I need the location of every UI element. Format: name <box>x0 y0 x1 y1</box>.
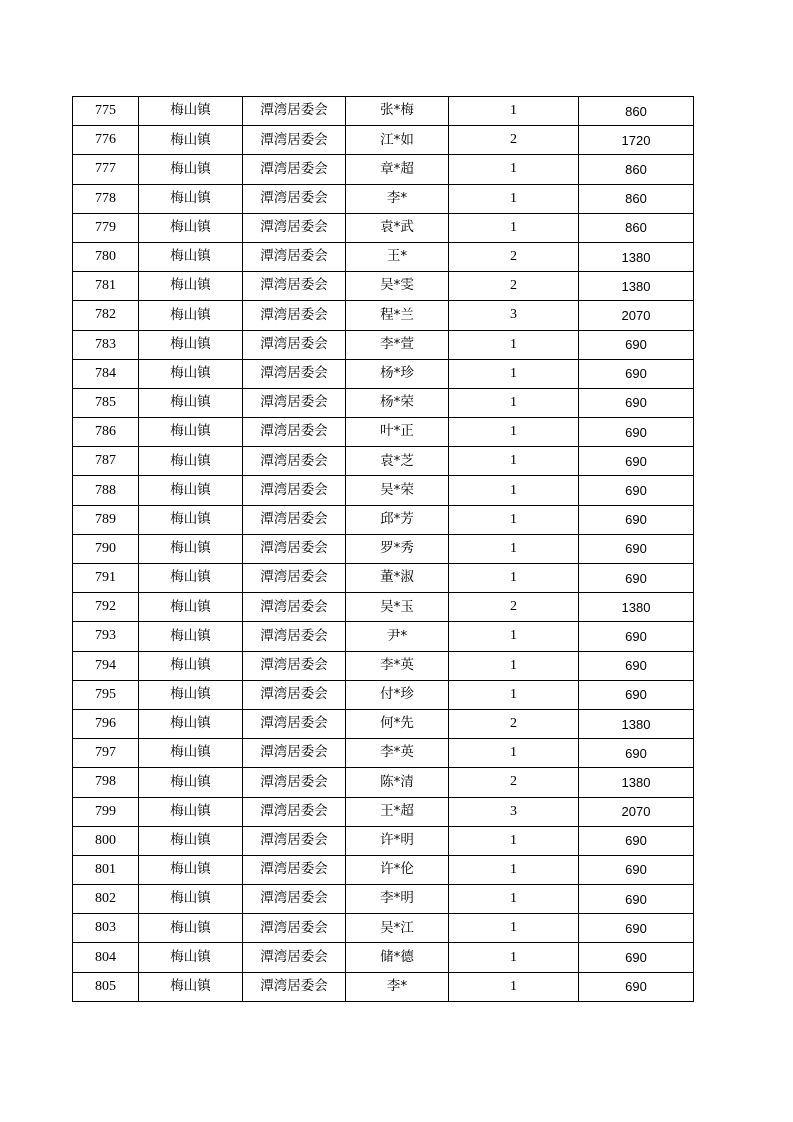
table-row <box>73 768 694 797</box>
name-cell: 吴*雯 <box>346 272 449 301</box>
table-row <box>73 213 694 242</box>
committee-cell: 潭湾居委会 <box>243 768 346 797</box>
amount-cell: 690 <box>579 418 694 447</box>
count-cell: 1 <box>449 622 579 651</box>
count-cell: 2 <box>449 242 579 271</box>
amount-cell: 690 <box>579 564 694 593</box>
name-cell: 李*英 <box>346 739 449 768</box>
town-cell: 梅山镇 <box>139 301 243 330</box>
amount-cell: 1720 <box>579 126 694 155</box>
town-cell: 梅山镇 <box>139 505 243 534</box>
name-cell: 吴*荣 <box>346 476 449 505</box>
name-cell: 杨*珍 <box>346 359 449 388</box>
town-cell: 梅山镇 <box>139 914 243 943</box>
count-cell: 1 <box>449 447 579 476</box>
row-number-cell: 805 <box>73 972 139 1001</box>
committee-cell: 潭湾居委会 <box>243 739 346 768</box>
count-cell: 2 <box>449 768 579 797</box>
row-number-cell: 788 <box>73 476 139 505</box>
row-number-cell: 800 <box>73 826 139 855</box>
amount-cell: 690 <box>579 359 694 388</box>
committee-cell: 潭湾居委会 <box>243 651 346 680</box>
name-cell: 董*淑 <box>346 564 449 593</box>
count-cell: 1 <box>449 651 579 680</box>
table-row <box>73 651 694 680</box>
name-cell: 何*先 <box>346 709 449 738</box>
town-cell: 梅山镇 <box>139 359 243 388</box>
table-row <box>73 388 694 417</box>
amount-cell: 690 <box>579 476 694 505</box>
row-number-cell: 790 <box>73 534 139 563</box>
table-row <box>73 476 694 505</box>
town-cell: 梅山镇 <box>139 855 243 884</box>
count-cell: 1 <box>449 155 579 184</box>
committee-cell: 潭湾居委会 <box>243 213 346 242</box>
name-cell: 付*珍 <box>346 680 449 709</box>
count-cell: 1 <box>449 213 579 242</box>
committee-cell: 潭湾居委会 <box>243 418 346 447</box>
name-cell: 袁*武 <box>346 213 449 242</box>
count-cell: 1 <box>449 505 579 534</box>
table-row <box>73 418 694 447</box>
amount-cell: 860 <box>579 155 694 184</box>
town-cell: 梅山镇 <box>139 242 243 271</box>
table-row <box>73 680 694 709</box>
table-body <box>73 97 694 1002</box>
row-number-cell: 787 <box>73 447 139 476</box>
count-cell: 1 <box>449 680 579 709</box>
amount-cell: 1380 <box>579 593 694 622</box>
table-row <box>73 242 694 271</box>
name-cell: 吴*玉 <box>346 593 449 622</box>
name-cell: 储*德 <box>346 943 449 972</box>
table-row <box>73 359 694 388</box>
committee-cell: 潭湾居委会 <box>243 126 346 155</box>
name-cell: 李* <box>346 184 449 213</box>
row-number-cell: 792 <box>73 593 139 622</box>
committee-cell: 潭湾居委会 <box>243 476 346 505</box>
row-number-cell: 789 <box>73 505 139 534</box>
amount-cell: 1380 <box>579 709 694 738</box>
town-cell: 梅山镇 <box>139 564 243 593</box>
name-cell: 陈*清 <box>346 768 449 797</box>
count-cell: 1 <box>449 184 579 213</box>
row-number-cell: 804 <box>73 943 139 972</box>
row-number-cell: 794 <box>73 651 139 680</box>
amount-cell: 860 <box>579 97 694 126</box>
amount-cell: 690 <box>579 651 694 680</box>
count-cell: 2 <box>449 272 579 301</box>
committee-cell: 潭湾居委会 <box>243 97 346 126</box>
count-cell: 3 <box>449 301 579 330</box>
town-cell: 梅山镇 <box>139 184 243 213</box>
row-number-cell: 782 <box>73 301 139 330</box>
amount-cell: 690 <box>579 680 694 709</box>
amount-cell: 2070 <box>579 301 694 330</box>
count-cell: 1 <box>449 855 579 884</box>
table-row <box>73 885 694 914</box>
table-row <box>73 126 694 155</box>
amount-cell: 690 <box>579 534 694 563</box>
count-cell: 1 <box>449 739 579 768</box>
row-number-cell: 801 <box>73 855 139 884</box>
name-cell: 尹* <box>346 622 449 651</box>
town-cell: 梅山镇 <box>139 534 243 563</box>
town-cell: 梅山镇 <box>139 330 243 359</box>
town-cell: 梅山镇 <box>139 126 243 155</box>
name-cell: 李*明 <box>346 885 449 914</box>
name-cell: 杨*荣 <box>346 388 449 417</box>
table-row <box>73 505 694 534</box>
amount-cell: 690 <box>579 855 694 884</box>
count-cell: 1 <box>449 885 579 914</box>
committee-cell: 潭湾居委会 <box>243 505 346 534</box>
name-cell: 王*超 <box>346 797 449 826</box>
committee-cell: 潭湾居委会 <box>243 709 346 738</box>
committee-cell: 潭湾居委会 <box>243 972 346 1001</box>
amount-cell: 690 <box>579 943 694 972</box>
name-cell: 吴*江 <box>346 914 449 943</box>
committee-cell: 潭湾居委会 <box>243 914 346 943</box>
count-cell: 1 <box>449 388 579 417</box>
row-number-cell: 802 <box>73 885 139 914</box>
committee-cell: 潭湾居委会 <box>243 184 346 213</box>
town-cell: 梅山镇 <box>139 768 243 797</box>
amount-cell: 2070 <box>579 797 694 826</box>
count-cell: 2 <box>449 709 579 738</box>
amount-cell: 690 <box>579 447 694 476</box>
table-row <box>73 184 694 213</box>
committee-cell: 潭湾居委会 <box>243 447 346 476</box>
committee-cell: 潭湾居委会 <box>243 242 346 271</box>
committee-cell: 潭湾居委会 <box>243 564 346 593</box>
name-cell: 许*明 <box>346 826 449 855</box>
town-cell: 梅山镇 <box>139 972 243 1001</box>
row-number-cell: 795 <box>73 680 139 709</box>
committee-cell: 潭湾居委会 <box>243 534 346 563</box>
row-number-cell: 781 <box>73 272 139 301</box>
count-cell: 1 <box>449 914 579 943</box>
row-number-cell: 798 <box>73 768 139 797</box>
town-cell: 梅山镇 <box>139 447 243 476</box>
table-row <box>73 564 694 593</box>
table-row <box>73 914 694 943</box>
count-cell: 1 <box>449 359 579 388</box>
table-row <box>73 97 694 126</box>
town-cell: 梅山镇 <box>139 943 243 972</box>
table-row <box>73 447 694 476</box>
town-cell: 梅山镇 <box>139 476 243 505</box>
amount-cell: 860 <box>579 213 694 242</box>
row-number-cell: 786 <box>73 418 139 447</box>
row-number-cell: 785 <box>73 388 139 417</box>
name-cell: 罗*秀 <box>346 534 449 563</box>
committee-cell: 潭湾居委会 <box>243 272 346 301</box>
town-cell: 梅山镇 <box>139 418 243 447</box>
count-cell: 1 <box>449 418 579 447</box>
table-row <box>73 739 694 768</box>
committee-cell: 潭湾居委会 <box>243 301 346 330</box>
row-number-cell: 803 <box>73 914 139 943</box>
row-number-cell: 779 <box>73 213 139 242</box>
amount-cell: 690 <box>579 914 694 943</box>
count-cell: 1 <box>449 97 579 126</box>
amount-cell: 1380 <box>579 768 694 797</box>
town-cell: 梅山镇 <box>139 709 243 738</box>
town-cell: 梅山镇 <box>139 680 243 709</box>
name-cell: 李*英 <box>346 651 449 680</box>
town-cell: 梅山镇 <box>139 213 243 242</box>
table-row <box>73 593 694 622</box>
town-cell: 梅山镇 <box>139 622 243 651</box>
amount-cell: 690 <box>579 388 694 417</box>
committee-cell: 潭湾居委会 <box>243 388 346 417</box>
name-cell: 叶*正 <box>346 418 449 447</box>
committee-cell: 潭湾居委会 <box>243 593 346 622</box>
name-cell: 许*伦 <box>346 855 449 884</box>
table-row <box>73 709 694 738</box>
committee-cell: 潭湾居委会 <box>243 155 346 184</box>
committee-cell: 潭湾居委会 <box>243 943 346 972</box>
name-cell: 章*超 <box>346 155 449 184</box>
amount-cell: 690 <box>579 505 694 534</box>
table-row <box>73 826 694 855</box>
count-cell: 1 <box>449 534 579 563</box>
count-cell: 2 <box>449 593 579 622</box>
row-number-cell: 778 <box>73 184 139 213</box>
amount-cell: 1380 <box>579 272 694 301</box>
count-cell: 1 <box>449 476 579 505</box>
table-row <box>73 534 694 563</box>
row-number-cell: 793 <box>73 622 139 651</box>
town-cell: 梅山镇 <box>139 155 243 184</box>
amount-cell: 1380 <box>579 242 694 271</box>
table-row <box>73 622 694 651</box>
row-number-cell: 799 <box>73 797 139 826</box>
table-row <box>73 972 694 1001</box>
name-cell: 李*萱 <box>346 330 449 359</box>
town-cell: 梅山镇 <box>139 797 243 826</box>
table-row <box>73 797 694 826</box>
row-number-cell: 776 <box>73 126 139 155</box>
town-cell: 梅山镇 <box>139 97 243 126</box>
amount-cell: 690 <box>579 739 694 768</box>
table-row <box>73 943 694 972</box>
table-row <box>73 301 694 330</box>
count-cell: 1 <box>449 972 579 1001</box>
table-row <box>73 330 694 359</box>
amount-cell: 690 <box>579 622 694 651</box>
row-number-cell: 780 <box>73 242 139 271</box>
town-cell: 梅山镇 <box>139 826 243 855</box>
town-cell: 梅山镇 <box>139 593 243 622</box>
count-cell: 2 <box>449 126 579 155</box>
town-cell: 梅山镇 <box>139 739 243 768</box>
committee-cell: 潭湾居委会 <box>243 622 346 651</box>
committee-cell: 潭湾居委会 <box>243 330 346 359</box>
town-cell: 梅山镇 <box>139 651 243 680</box>
row-number-cell: 783 <box>73 330 139 359</box>
row-number-cell: 797 <box>73 739 139 768</box>
row-number-cell: 796 <box>73 709 139 738</box>
row-number-cell: 784 <box>73 359 139 388</box>
row-number-cell: 791 <box>73 564 139 593</box>
table-row <box>73 155 694 184</box>
amount-cell: 860 <box>579 184 694 213</box>
table-row <box>73 272 694 301</box>
committee-cell: 潭湾居委会 <box>243 680 346 709</box>
town-cell: 梅山镇 <box>139 388 243 417</box>
committee-cell: 潭湾居委会 <box>243 885 346 914</box>
table-row <box>73 855 694 884</box>
count-cell: 1 <box>449 330 579 359</box>
amount-cell: 690 <box>579 330 694 359</box>
name-cell: 张*梅 <box>346 97 449 126</box>
name-cell: 江*如 <box>346 126 449 155</box>
name-cell: 王* <box>346 242 449 271</box>
row-number-cell: 777 <box>73 155 139 184</box>
name-cell: 程*兰 <box>346 301 449 330</box>
data-table <box>72 96 694 1002</box>
row-number-cell: 775 <box>73 97 139 126</box>
amount-cell: 690 <box>579 885 694 914</box>
name-cell: 邱*芳 <box>346 505 449 534</box>
committee-cell: 潭湾居委会 <box>243 826 346 855</box>
committee-cell: 潭湾居委会 <box>243 359 346 388</box>
name-cell: 袁*芝 <box>346 447 449 476</box>
amount-cell: 690 <box>579 972 694 1001</box>
committee-cell: 潭湾居委会 <box>243 855 346 884</box>
count-cell: 3 <box>449 797 579 826</box>
amount-cell: 690 <box>579 826 694 855</box>
count-cell: 1 <box>449 943 579 972</box>
town-cell: 梅山镇 <box>139 885 243 914</box>
count-cell: 1 <box>449 826 579 855</box>
count-cell: 1 <box>449 564 579 593</box>
name-cell: 李* <box>346 972 449 1001</box>
committee-cell: 潭湾居委会 <box>243 797 346 826</box>
town-cell: 梅山镇 <box>139 272 243 301</box>
